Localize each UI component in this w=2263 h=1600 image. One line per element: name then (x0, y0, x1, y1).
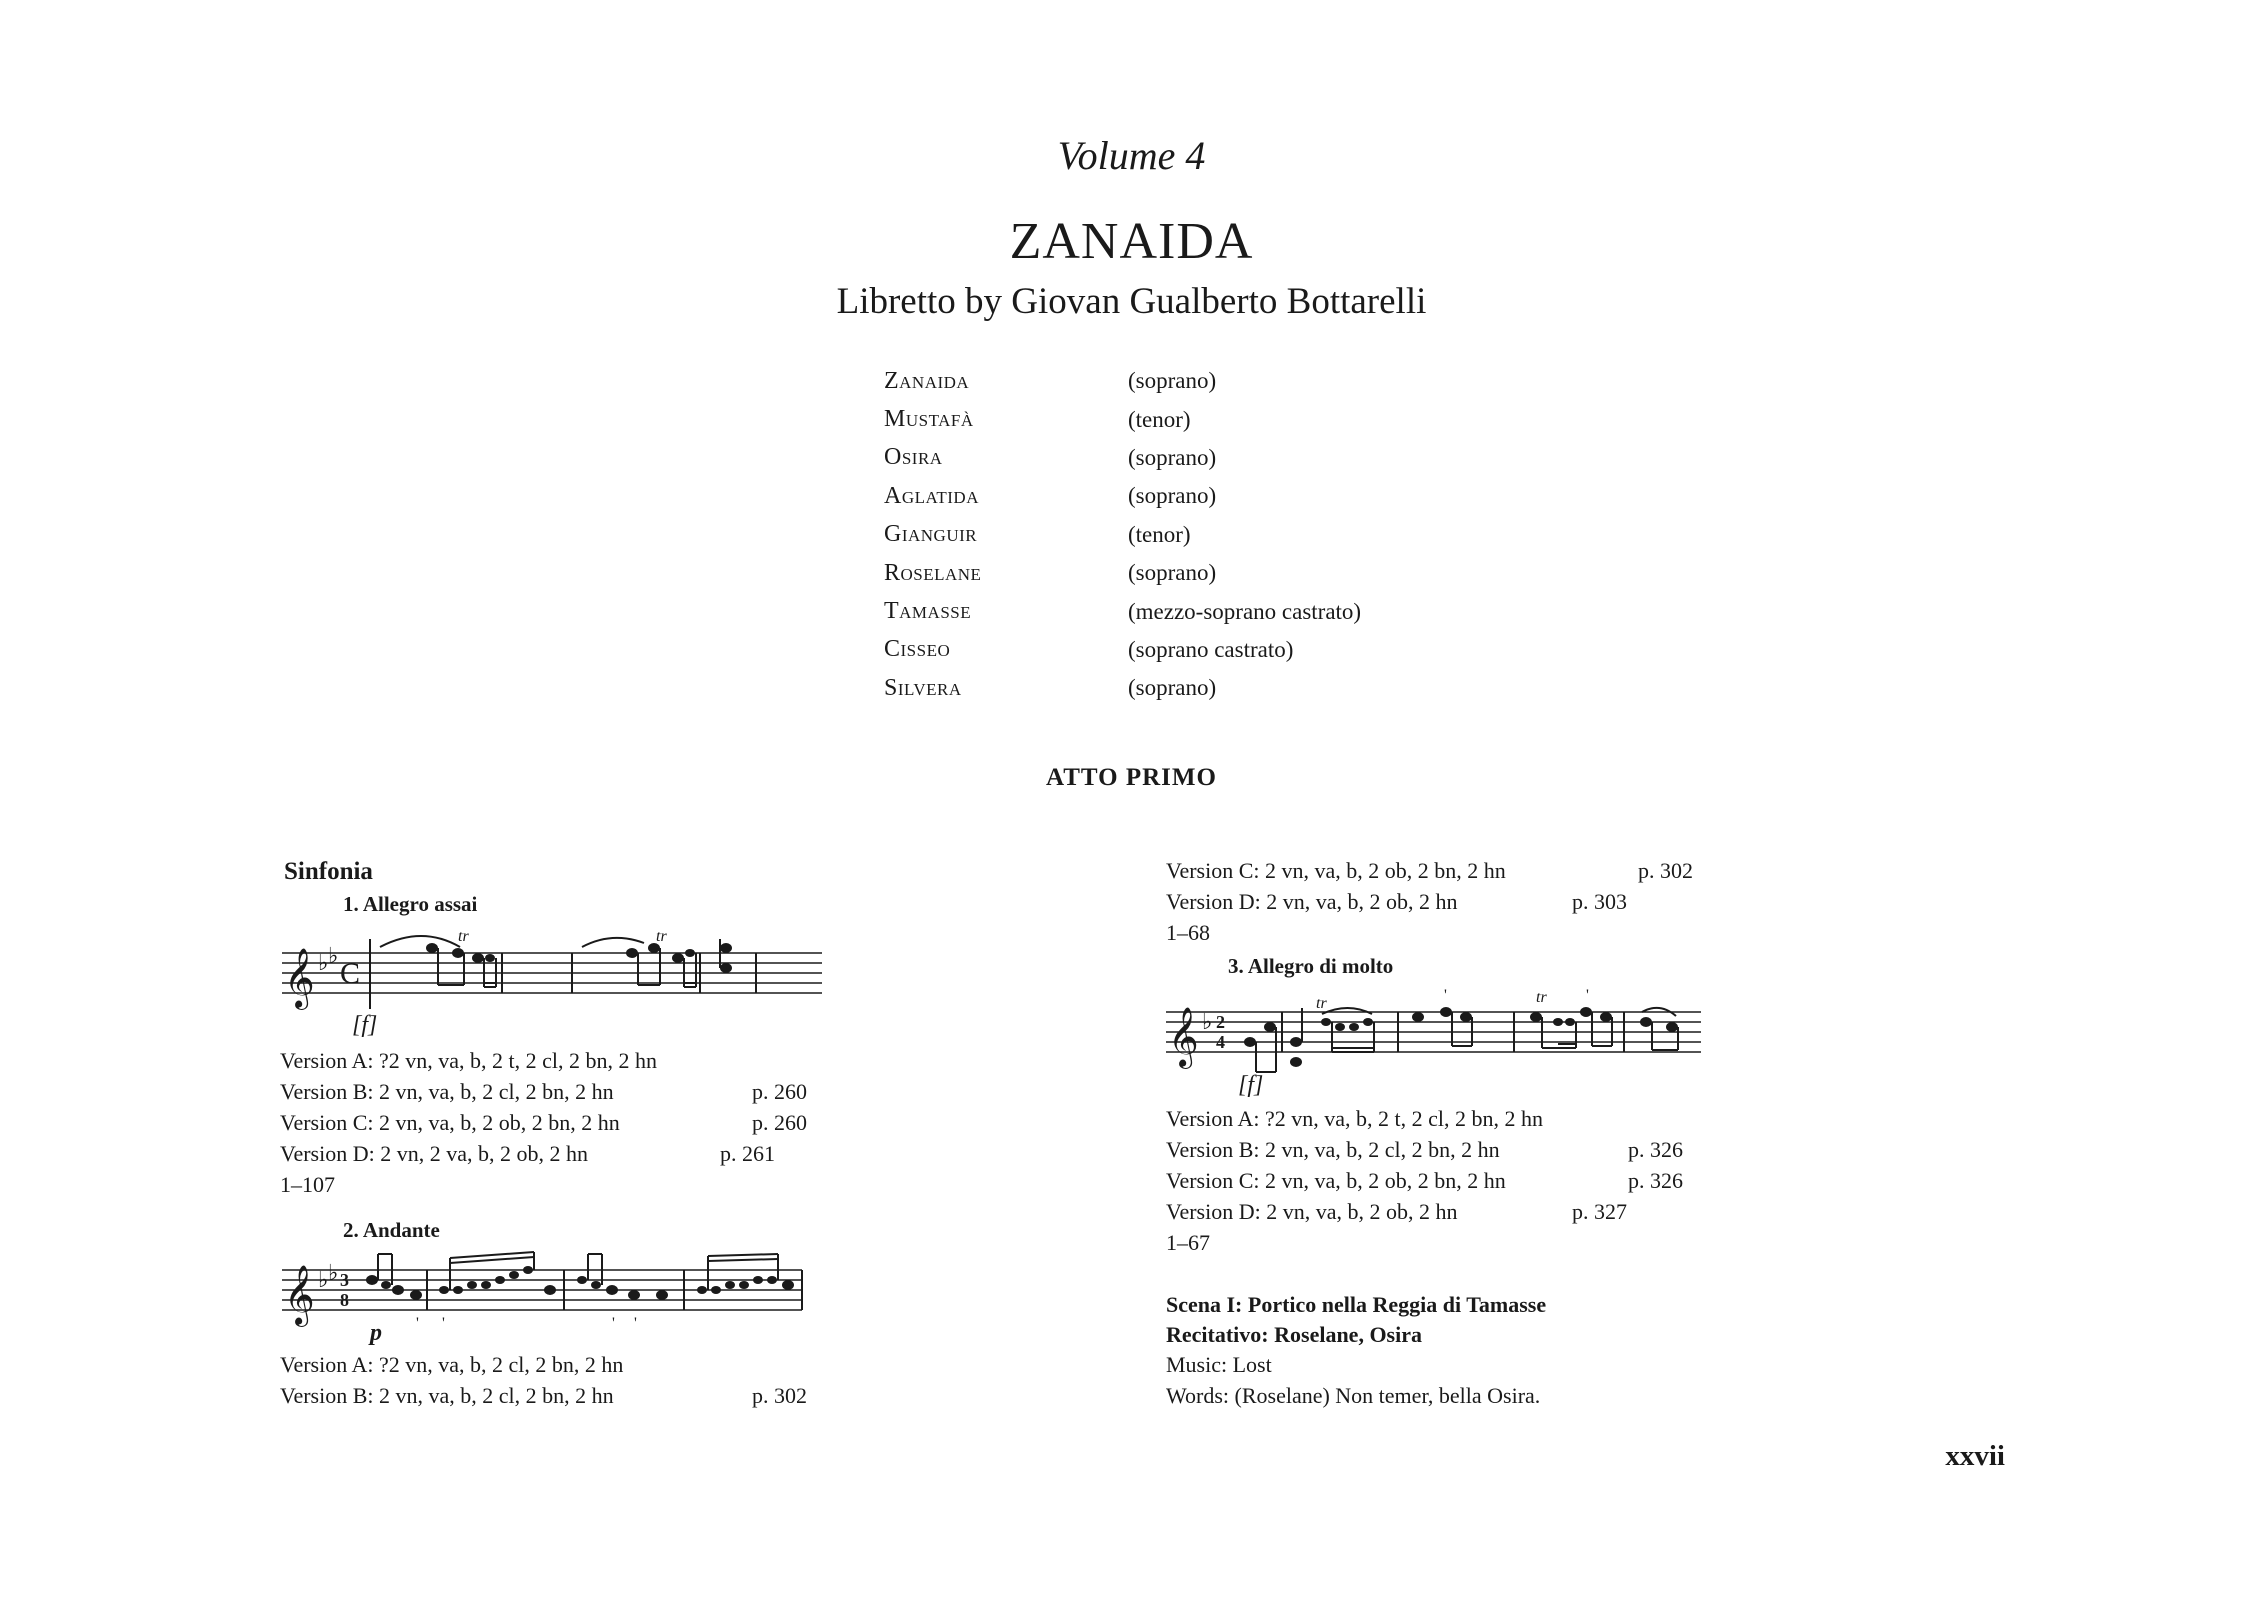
version-instrumentation: Version B: 2 vn, va, b, 2 cl, 2 bn, 2 hn (280, 1079, 614, 1104)
svg-text:': ' (442, 1315, 445, 1332)
cast-role-name: Roselane (884, 559, 982, 586)
version-instrumentation: Version B: 2 vn, va, b, 2 cl, 2 bn, 2 hn (280, 1383, 614, 1408)
incipit-1-dynamic: [f] (352, 1012, 378, 1038)
cast-row (884, 477, 1584, 515)
version-row (1166, 858, 1693, 889)
version-instrumentation: Version A: ?2 vn, va, b, 2 t, 2 cl, 2 bn, 2 hn (280, 1048, 658, 1073)
svg-text:': ' (1586, 987, 1589, 1004)
cast-voice-type: (soprano) (1128, 675, 1217, 701)
svg-text:tr: tr (656, 928, 667, 945)
incipit-2-dynamic: p (370, 1320, 382, 1346)
cast-role-name: Tamasse (884, 598, 972, 625)
version-row (1166, 1199, 1627, 1230)
version-page-ref: p. 327 (1572, 1199, 1627, 1224)
words-incipit: Words: (Roselane) Non temer, bella Osira. (1166, 1383, 1541, 1408)
version-instrumentation: Version C: 2 vn, va, b, 2 ob, 2 bn, 2 hn (1166, 858, 1506, 883)
version-row (1166, 889, 1627, 920)
svg-text:8: 8 (340, 1290, 349, 1310)
version-instrumentation: Version A: ?2 vn, va, b, 2 t, 2 cl, 2 bn, 2 hn (1166, 1106, 1544, 1131)
svg-text:tr: tr (1316, 995, 1327, 1012)
svg-text:♭: ♭ (328, 943, 339, 968)
incipit-3-dynamic: [f] (1238, 1072, 1264, 1098)
page-number: xxvii (1945, 1440, 2005, 1472)
cast-role-name: Aglatida (884, 482, 979, 509)
version-row (280, 1352, 623, 1383)
version-row (280, 1141, 775, 1172)
cast-row (884, 554, 1584, 592)
movement-2-bars: 1–68 (1166, 920, 1210, 945)
version-instrumentation: Version C: 2 vn, va, b, 2 ob, 2 bn, 2 hn (280, 1110, 620, 1135)
version-instrumentation: Version D: 2 vn, va, b, 2 ob, 2 hn (1166, 889, 1458, 914)
movement-2-versions-cont (1166, 858, 1693, 920)
cast-list (884, 362, 1584, 708)
svg-text:2: 2 (1216, 1012, 1225, 1032)
svg-text:♭: ♭ (318, 950, 329, 975)
svg-text:𝄞: 𝄞 (1168, 1009, 1199, 1066)
librettist-line: Libretto by Giovan Gualberto Bottarelli (836, 281, 1427, 322)
svg-text:tr: tr (458, 928, 469, 945)
svg-text:': ' (1444, 987, 1447, 1004)
cast-role-name: Zanaida (884, 367, 970, 394)
movement-1-title: 1. Allegro assai (343, 892, 478, 916)
movement-3-bars: 1–67 (1166, 1230, 1210, 1255)
cast-voice-type: (soprano) (1128, 444, 1217, 470)
movement-1-bars: 1–107 (280, 1172, 335, 1197)
version-row (280, 1110, 807, 1141)
version-row (1166, 1168, 1683, 1199)
movement-3-title: 3. Allegro di molto (1228, 954, 1394, 978)
cast-row (884, 400, 1584, 438)
cast-voice-type: (soprano) (1128, 560, 1217, 586)
movement-2-title: 2. Andante (343, 1218, 440, 1242)
svg-text:𝄞: 𝄞 (284, 950, 315, 1007)
version-instrumentation: Version B: 2 vn, va, b, 2 cl, 2 bn, 2 hn (1166, 1137, 1500, 1162)
version-page-ref: p. 261 (720, 1141, 775, 1166)
cast-voice-type: (tenor) (1128, 521, 1191, 547)
version-page-ref: p. 302 (1638, 858, 1693, 883)
version-row (280, 1383, 807, 1414)
incipit-2-staff (282, 1246, 827, 1336)
recitative-heading: Recitativo: Roselane, Osira (1166, 1322, 1422, 1347)
version-page-ref: p. 326 (1628, 1137, 1683, 1162)
version-page-ref: p. 260 (752, 1110, 807, 1135)
svg-text:4: 4 (1216, 1032, 1225, 1052)
movement-2-versions (280, 1352, 807, 1414)
cast-voice-type: (soprano) (1128, 483, 1217, 509)
cast-role-name: Cisseo (884, 636, 951, 663)
version-page-ref: p. 302 (752, 1383, 807, 1408)
music-status: Music: Lost (1166, 1352, 1272, 1377)
svg-text:♭: ♭ (328, 1260, 339, 1285)
version-instrumentation: Version D: 2 vn, 2 va, b, 2 ob, 2 hn (280, 1141, 588, 1166)
cast-role-name: Gianguir (884, 521, 978, 548)
svg-text:♭: ♭ (1202, 1009, 1213, 1034)
cast-voice-type: (tenor) (1128, 406, 1191, 432)
svg-text:': ' (612, 1315, 615, 1332)
movement-1-versions (280, 1048, 807, 1172)
scene-heading: Scena I: Portico nella Reggia di Tamasse (1166, 1292, 1547, 1317)
version-page-ref: p. 326 (1628, 1168, 1683, 1193)
version-row (280, 1048, 657, 1079)
version-instrumentation: Version D: 2 vn, va, b, 2 ob, 2 hn (1166, 1199, 1458, 1224)
act-heading: ATTO PRIMO (1046, 764, 1217, 791)
opera-title: ZANAIDA (1009, 213, 1254, 270)
version-instrumentation: Version C: 2 vn, va, b, 2 ob, 2 bn, 2 hn (1166, 1168, 1506, 1193)
cast-role-name: Mustafà (884, 406, 974, 433)
svg-text:tr: tr (1536, 989, 1547, 1006)
cast-role-name: Silvera (884, 674, 962, 701)
version-row (1166, 1137, 1683, 1168)
version-page-ref: p. 260 (752, 1079, 807, 1104)
cast-row (884, 631, 1584, 669)
version-page-ref: p. 303 (1572, 889, 1627, 914)
incipit-3-staff (1166, 988, 1711, 1078)
cast-voice-type: (mezzo-soprano castrato) (1128, 598, 1362, 624)
cast-row (884, 592, 1584, 630)
svg-text:𝄞: 𝄞 (284, 1267, 315, 1324)
volume-label: Volume 4 (1057, 133, 1206, 178)
version-row (1166, 1106, 1543, 1137)
version-instrumentation: Version A: ?2 vn, va, b, 2 cl, 2 bn, 2 hn (280, 1352, 624, 1377)
cast-row (884, 516, 1584, 554)
cast-row (884, 362, 1584, 400)
svg-text:': ' (634, 1315, 637, 1332)
version-row (280, 1079, 807, 1110)
svg-text:♭: ♭ (318, 1267, 329, 1292)
svg-text:C: C (340, 957, 361, 990)
cast-row (884, 439, 1584, 477)
sinfonia-heading: Sinfonia (284, 858, 373, 885)
svg-text:': ' (416, 1315, 419, 1332)
incipit-1-staff (282, 925, 827, 1015)
cast-role-name: Osira (884, 444, 943, 471)
svg-text:3: 3 (340, 1270, 349, 1290)
cast-row (884, 669, 1584, 707)
movement-3-versions (1166, 1106, 1683, 1230)
cast-voice-type: (soprano castrato) (1128, 636, 1294, 662)
cast-voice-type: (soprano) (1128, 368, 1217, 394)
